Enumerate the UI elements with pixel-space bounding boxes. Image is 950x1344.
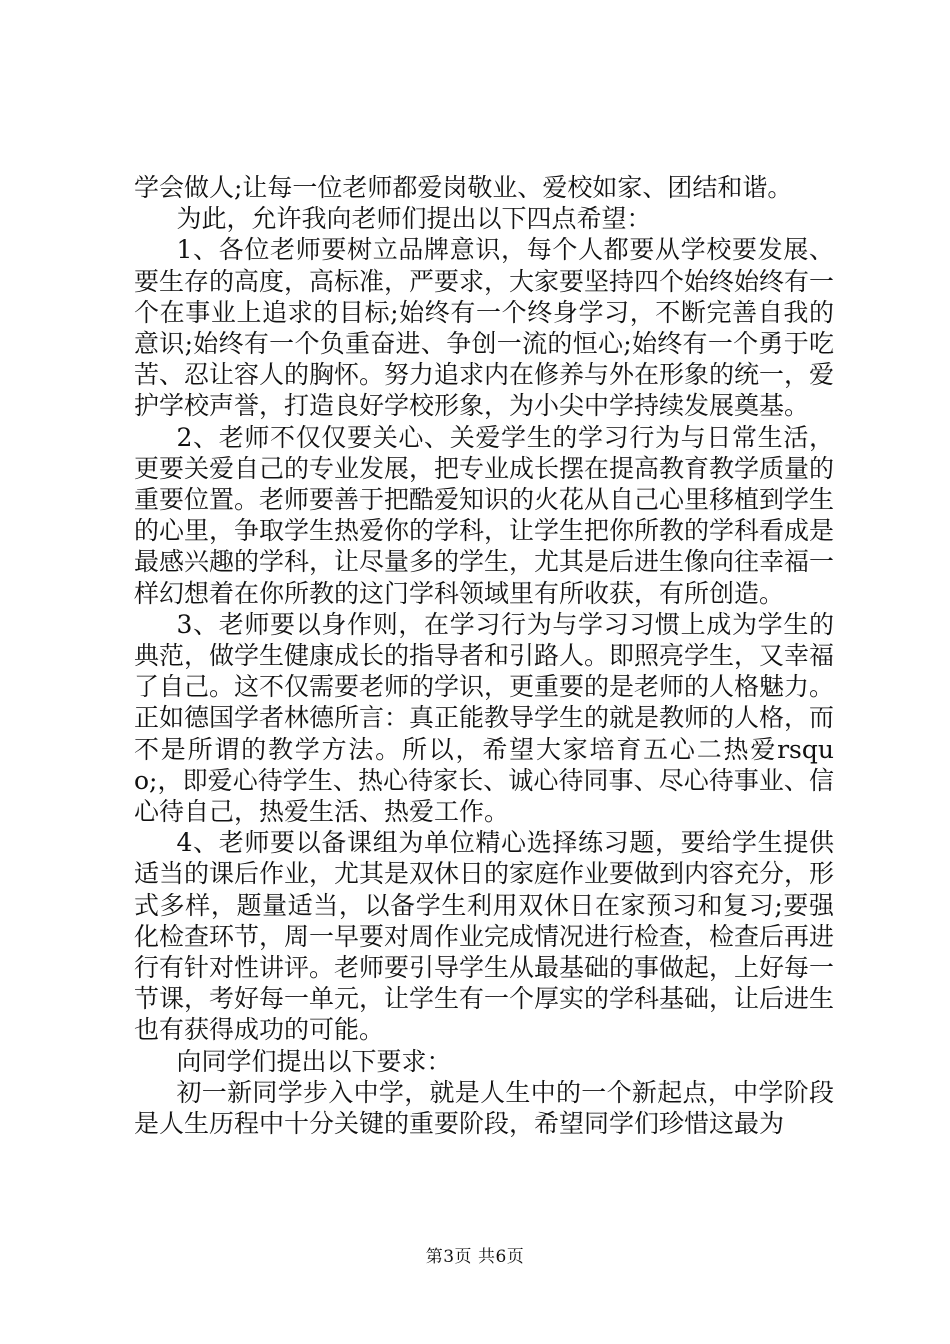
document-body bbox=[134, 172, 834, 1139]
paragraph-hope-2: 2、老师不仅仅要关心、关爱学生的学习行为与日常生活，更要关爱自己的专业发展，把专业成长摆在提高教育教学质量的重要位置。老师要善于把酷爱知识的火花从自己心里移植到学生的心里，争取学生热爱你的学科，让学生把你所教的学科看成是最感兴趣的学科，让尽量多的学生，尤其是后进生像向往幸福一样幻想着在你所教的这门学科领域里有所收获，有所创造。 bbox=[134, 422, 835, 608]
paragraph-hope-3: 3、老师要以身作则，在学习行为与学习习惯上成为学生的典范，做学生健康成长的指导者和引路人。即照亮学生，又幸福了自己。这不仅需要老师的学识，更重要的是老师的人格魅力。正如德国学者林德所言：真正能教导学生的就是教师的人格，而不是所谓的教学方法。所以，希望大家培育五心二热爱rsquo;，即爱心待学生、热心待家长、诚心待同事、尽心待事业、信心待自己，热爱生活、热爱工作。 bbox=[134, 609, 835, 827]
paragraph-new-students: 初一新同学步入中学，就是人生中的一个新起点，中学阶段是人生历程中十分关键的重要阶段，希望同学们珍惜这最为 bbox=[134, 1077, 834, 1139]
paragraph-continued: 学会做人;让每一位老师都爱岗敬业、爱校如家、团结和谐。 bbox=[134, 173, 793, 202]
page-number-footer: 第3页 共6页 bbox=[425, 1247, 525, 1267]
paragraph-hope-1: 1、各位老师要树立品牌意识，每个人都要从学校要发展、要生存的高度，高标准，严要求，大家要坚持四个始终始终有一个在事业上追求的目标;始终有一个终身学习，不断完善自我的意识;始终有一个负重奋进、争创一流的恒心;始终有一个勇于吃苦、忍让容人的胸怀。努力追求内在修养与外在形象的统一，爱护学校声誉，打造良好学校形象，为小尖中学持续发展奠基。 bbox=[134, 235, 835, 421]
paragraph-intro-hopes: 为此，允许我向老师们提出以下四点希望： bbox=[176, 204, 652, 234]
paragraph-student-requirements: 向同学们提出以下要求： bbox=[176, 1046, 452, 1076]
paragraph-hope-4: 4、老师要以备课组为单位精心选择练习题，要给学生提供适当的课后作业，尤其是双休日的家庭作业要做到内容充分，形式多样，题量适当，以备学生利用双休日在家预习和复习;要强化检查环节，周一早要对周作业完成情况进行检查，检查后再进行有针对性讲评。老师要引导学生从最基础的事做起，上好每一节课，考好每一单元，让学生有一个厚实的学科基础，让后进生也有获得成功的可能。 bbox=[134, 828, 835, 1045]
